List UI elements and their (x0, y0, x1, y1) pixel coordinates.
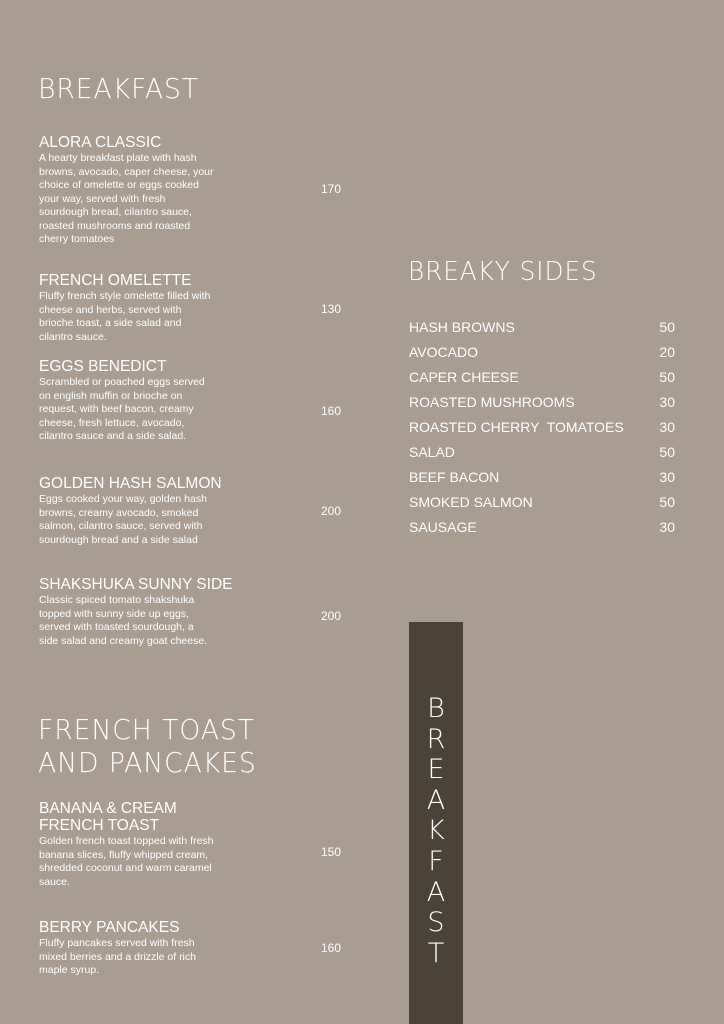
side-item-name: SMOKED SALMON (409, 494, 533, 511)
side-item (409, 364, 675, 389)
menu-item-description: Eggs cooked your way, golden hash browns, creamy avocado, smoked salmon, cilantro sauce, served with sourdough bread and a side salad (39, 493, 207, 546)
side-item-name: SALAD (409, 444, 455, 461)
side-item-price: 50 (659, 368, 675, 385)
side-item-price: 30 (659, 469, 675, 486)
banner-letter: B (427, 693, 445, 724)
side-item (409, 490, 675, 515)
menu-item-price: 200 (321, 609, 342, 623)
menu-item-price: 200 (321, 504, 342, 518)
banner-letter: A (426, 784, 446, 816)
menu-item-banana-cream-french-toast (39, 800, 342, 889)
breaky-sides-section-title: BREAKY SIDES (408, 257, 598, 287)
side-item-name: AVOCADO (409, 343, 478, 360)
side-item-price: 50 (659, 318, 675, 335)
side-item-name: CAPER CHEESE (409, 368, 519, 385)
menu-item-price: 150 (321, 845, 342, 859)
menu-item-description: Golden french toast topped with fresh banana slices, fluffy whipped cream, shredded coconut and warm caramel sauce. (39, 835, 214, 888)
menu-item-name: EGGS BENEDICT (39, 358, 167, 375)
banner-letter: R (426, 723, 446, 755)
side-item-price: 50 (659, 494, 675, 511)
menu-item-name: GOLDEN HASH SALMON (39, 475, 222, 492)
menu-item-berry-pancakes (39, 919, 342, 978)
menu-item-name: FRENCH OMELETTE (39, 272, 192, 289)
menu-item-description: Fluffy pancakes served with fresh mixed berries and a drizzle of rich maple syrup. (39, 937, 196, 976)
breakfast-section-title: BREAKFAST (38, 72, 200, 105)
banner-letter: E (427, 754, 445, 786)
menu-item-description: A hearty breakfast plate with hash browns, avocado, caper cheese, your choice of omelette or eggs cooked your way, served with fresh sourdough bread, cilantro sauce, roasted mushrooms and roasted cherry tomatoes (39, 152, 214, 245)
menu-item-name: BANANA & CREAM FRENCH TOAST (39, 800, 177, 834)
side-item (409, 439, 675, 464)
side-item-price: 30 (659, 393, 675, 410)
vertical-breakfast-banner (409, 622, 463, 1024)
side-item (409, 465, 675, 490)
menu-item-french-omelette (39, 272, 342, 344)
side-item-name: ROASTED MUSHROOMS (409, 393, 575, 410)
menu-item-price: 130 (321, 302, 342, 316)
vertical-breakfast-word (409, 694, 463, 969)
menu-item-eggs-benedict (39, 358, 342, 444)
side-item (409, 414, 675, 439)
side-item (409, 314, 675, 339)
side-item-name: ROASTED CHERRY TOMATOES (409, 418, 624, 435)
menu-item-price: 160 (321, 941, 342, 955)
banner-letter: A (426, 876, 446, 908)
side-item (409, 389, 675, 414)
menu-item-description: Fluffy french style omelette filled with cheese and herbs, served with brioche toast, a side salad and cilantro sauce. (39, 290, 211, 343)
banner-letter: K (427, 815, 445, 847)
menu-item-name: ALORA CLASSIC (39, 134, 162, 151)
side-item (409, 515, 675, 540)
side-item-price: 20 (659, 343, 675, 360)
menu-item-description: Classic spiced tomato shakshuka topped with sunny side up eggs, served with toasted sourdough, a side salad and creamy goat cheese. (39, 594, 208, 647)
side-item (409, 339, 675, 364)
menu-item-shakshuka-sunny-side (39, 576, 342, 648)
menu-item-price: 160 (321, 404, 342, 418)
sides-list (409, 314, 675, 540)
side-item-price: 30 (659, 519, 675, 536)
banner-letter: T (427, 937, 445, 969)
side-item-price: 30 (659, 418, 675, 435)
side-item-name: SAUSAGE (409, 519, 477, 536)
menu-item-price: 170 (321, 182, 342, 196)
menu-item-alora-classic (39, 134, 342, 247)
banner-letter: S (427, 907, 445, 939)
side-item-name: BEEF BACON (409, 469, 500, 486)
menu-item-golden-hash-salmon (39, 475, 342, 547)
banner-letter: F (428, 845, 444, 877)
menu-item-description: Scrambled or poached eggs served on english muffin or brioche on request, with beef bacon, creamy cheese, fresh lettuce, avocado, cilantro sauce and a side salad. (39, 376, 205, 442)
french-toast-section-title: FRENCH TOAST AND PANCAKES (38, 713, 257, 779)
side-item-price: 50 (659, 444, 675, 461)
menu-item-name: SHAKSHUKA SUNNY SIDE (39, 576, 233, 593)
menu-item-name: BERRY PANCAKES (39, 919, 180, 936)
side-item-name: HASH BROWNS (409, 318, 515, 335)
